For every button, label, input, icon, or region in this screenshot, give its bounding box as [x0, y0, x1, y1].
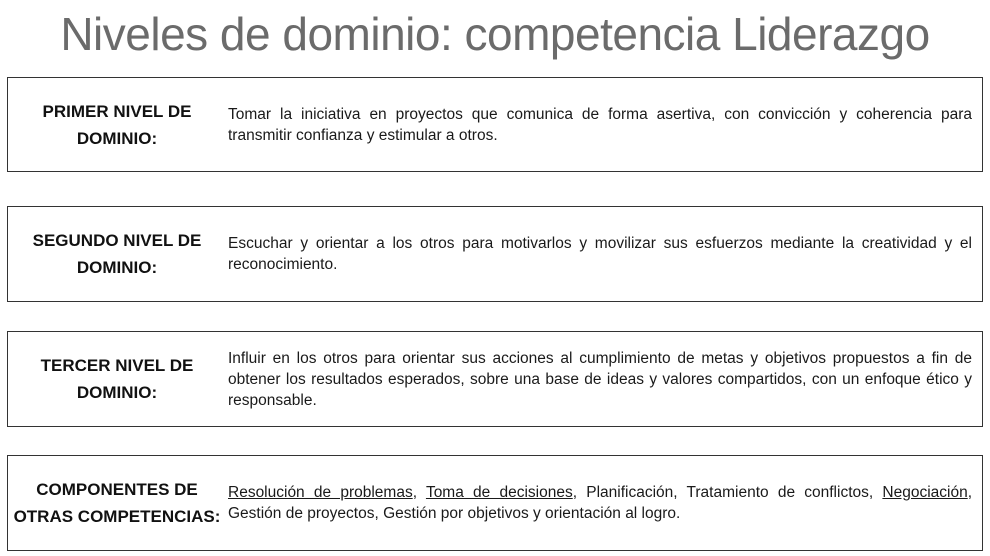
level-label	[8, 332, 226, 426]
components-separator: ,	[412, 484, 426, 501]
level-description	[228, 332, 972, 426]
level-label-line2: DOMINIO:	[76, 258, 158, 277]
level-description-text: Escuchar y orientar a los otros para motivarlos y movilizar sus esfuerzos mediante la creatividad y el reconocimiento.	[228, 235, 972, 273]
components-end-text: , Gestión de proyectos, Gestión por objetivos y orientación al logro.	[228, 484, 973, 522]
components-description	[228, 456, 972, 550]
level-description	[228, 78, 972, 171]
level-label-line2: DOMINIO:	[76, 128, 158, 148]
level-label-line1: TERCER NIVEL DE	[40, 356, 194, 375]
level-description	[228, 207, 972, 301]
link-toma-de-decisiones[interactable]: Toma de decisiones	[425, 484, 573, 501]
level-box-primer	[7, 77, 983, 172]
level-label-line2: DOMINIO:	[76, 383, 158, 402]
level-label	[8, 207, 226, 301]
components-label-line2: OTRAS COMPETENCIAS:	[13, 507, 221, 526]
components-box	[7, 455, 983, 551]
link-negociacion[interactable]: Negociación	[882, 484, 968, 501]
level-box-segundo	[7, 206, 983, 302]
page-title: Niveles de dominio: competencia Liderazgo	[60, 8, 930, 60]
level-box-tercer	[7, 331, 983, 427]
components-label-line1: COMPONENTES DE	[36, 480, 198, 499]
link-resolucion-de-problemas[interactable]: Resolución de problemas	[228, 484, 413, 501]
level-label-line1: PRIMER NIVEL DE	[42, 101, 192, 121]
components-text	[228, 482, 972, 524]
components-middle-text: , Planificación, Tratamiento de conflictos,	[572, 484, 883, 501]
level-description-text: Tomar la iniciativa en proyectos que comunica de forma asertiva, con convicción y coherencia para transmitir confianza y estimular a otros.	[228, 105, 972, 144]
components-label	[8, 456, 226, 550]
level-label-line1: SEGUNDO NIVEL DE	[32, 231, 202, 250]
level-description-text: Influir en los otros para orientar sus acciones al cumplimiento de metas y objetivos propuestos a fin de obtener los resultados esperados, sobre una base de ideas y valores compartidos, con un enfoque ético y responsable.	[228, 349, 972, 409]
level-label	[8, 78, 226, 171]
